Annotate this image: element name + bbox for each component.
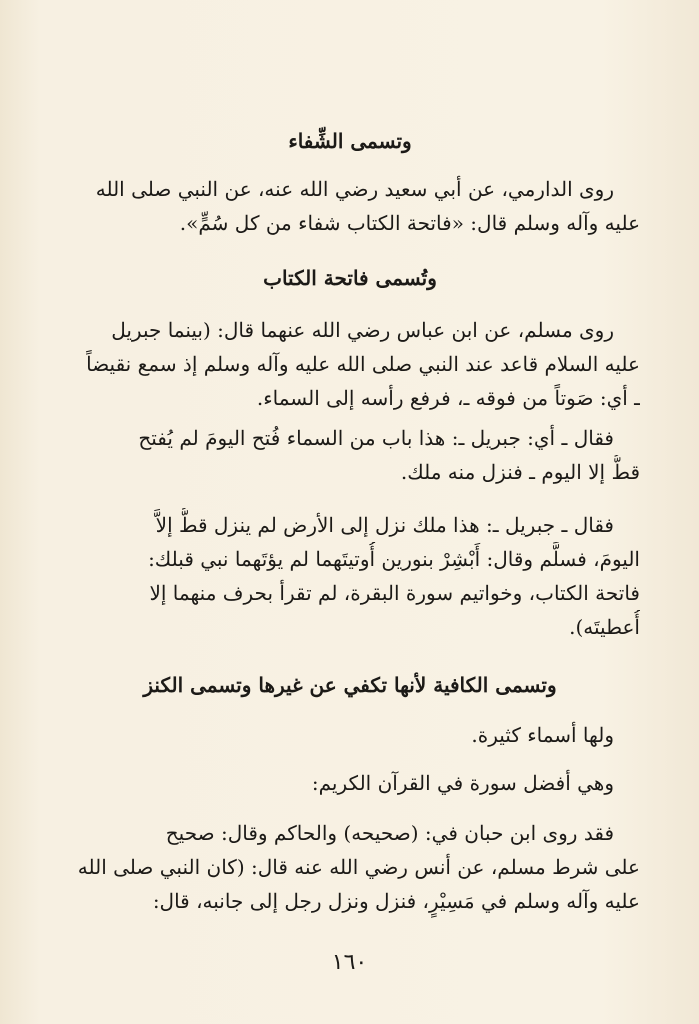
text-line: ولها أسماء كثيرة.: [471, 723, 614, 747]
text-line: وهي أفضل سورة في القرآن الكريم:: [311, 771, 614, 795]
section-heading: وتسمى الشِّفاء: [288, 129, 412, 153]
section-heading: وتسمى الكافية لأنها تكفي عن غيرها وتسمى الكنز: [143, 673, 557, 697]
paragraph: [60, 766, 640, 800]
text-line: فقال ـ أي: جبريل ـ: هذا باب من السماء فُتح اليومَ لم يُفتح: [138, 426, 614, 450]
text-line: عليه السلام قاعد عند النبي صلى الله عليه وآله وسلم إذ سمع نقيضاً: [86, 352, 640, 376]
page-number: ١٦٠: [331, 950, 368, 975]
paragraph: [60, 718, 640, 752]
text-line: عليه وآله وسلم في مَسِيْرٍ، فنزل ونزل رجل إلى جانبه، قال:: [152, 889, 640, 913]
text-line: فاتحة الكتاب، وخواتيم سورة البقرة، لم تقرأ بحرف منهما إلا: [149, 581, 640, 605]
text-line: روى الدارمي، عن أبي سعيد رضي الله عنه، عن النبي صلى الله: [95, 177, 614, 201]
paragraph: [60, 421, 640, 489]
text-line: ـ أي: صَوتاً من فوقه ـ، فرفع رأسه إلى السماء.: [256, 386, 640, 410]
text-line: فقد روى ابن حبان في: (صحيحه) والحاكم وقال: صحيح: [165, 821, 614, 845]
paragraph: [60, 313, 640, 415]
text-line: قطُّ إلا اليوم ـ فنزل منه ملك.: [400, 460, 640, 484]
text-line: اليومَ، فسلَّم وقال: أَبْشِرْ بنورين أُوتيتَهما لم يؤتَهما نبي قبلك:: [148, 547, 640, 571]
text-line: عليه وآله وسلم قال: «فاتحة الكتاب شفاء من كل سُمٍّ».: [179, 211, 640, 235]
text-line: فقال ـ جبريل ـ: هذا ملك نزل إلى الأرض لم ينزل قطُّ إلاَّ: [155, 513, 614, 537]
paragraph: [60, 172, 640, 240]
text-line: على شرط مسلم، عن أنس رضي الله عنه قال: (كان النبي صلى الله: [77, 855, 640, 879]
text-line: روى مسلم، عن ابن عباس رضي الله عنهما قال: (بينما جبريل: [111, 318, 614, 342]
text-line: أُعطيتَه).: [569, 615, 640, 639]
section-heading: وتُسمى فاتحة الكتاب: [263, 266, 437, 290]
paragraph: [60, 816, 640, 918]
paragraph: [60, 508, 640, 644]
